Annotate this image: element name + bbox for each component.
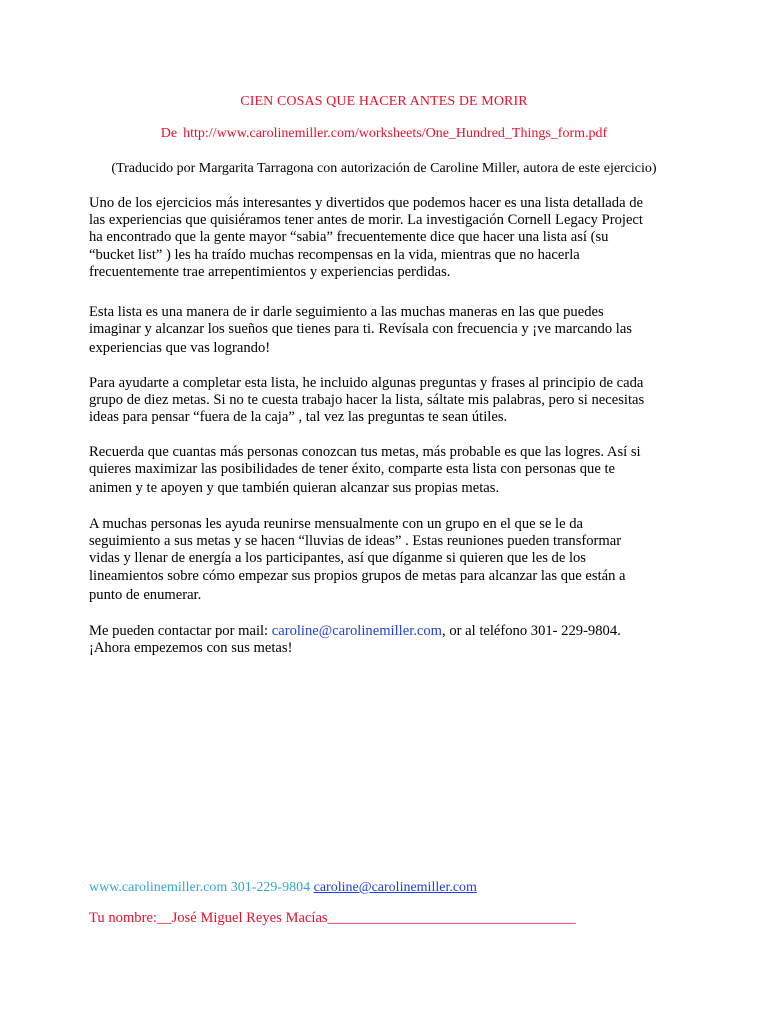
paragraph-line: imaginar y alcanzar los sueños que tienes para ti. Revísala con frecuencia y ¡ve marcando las [89,321,632,338]
paragraph-contact [89,623,669,657]
source-url[interactable]: http://www.carolinemiller.com/worksheets/One_Hundred_Things_form.pdf [183,126,608,141]
paragraph-help [89,375,669,427]
paragraph-line: animen y te apoyen y que también quieran alcanzar sus propias metas. [89,480,500,497]
paragraph-line: seguimiento a sus metas y se hacen “lluvias de ideas” . Estas reuniones pueden transformar [89,533,622,550]
paragraph-line: vidas y llenar de energía a los participantes, así que díganme si quieren que les de los [89,550,586,567]
footer-website-phone[interactable]: www.carolinemiller.com 301-229-9804 [89,880,311,895]
paragraph-line: Esta lista es una manera de ir darle seguimiento a las muchas maneras en las que puedes [89,304,604,320]
paragraph-line: Recuerda que cuantas más personas conozcan tus metas, más probable es que las logres. Así si [89,444,641,460]
paragraph-groups [89,516,669,604]
contact-suffix: , or al teléfono 301- 229-9804. [442,623,621,639]
paragraph-line: lineamientos sobre cómo empezar sus propios grupos de metas para alcanzar las que están a [89,567,626,584]
paragraph-line: A muchas personas les ayuda reunirse mensualmente con un grupo en el que se le da [89,516,584,532]
paragraph-line: las experiencias que quisiéramos tener antes de morir. La investigación Cornell Legacy Project [89,212,643,229]
source-prefix: De [160,126,178,141]
name-field: Tu nombre:__José Miguel Reyes Macías__________________________________ [89,910,576,926]
contact-email-link[interactable]: caroline@carolinemiller.com [271,623,443,639]
paragraph-intro [89,195,669,281]
paragraph-line: “bucket list” ) les ha traído muchas recompensas en la vida, mientras que no hacerla [89,246,580,263]
paragraph-share [89,444,669,498]
paragraph-line: experiencias que vas logrando! [89,340,271,357]
paragraph-line: Uno de los ejercicios más interesantes y divertidos que podemos hacer es una lista detallada de [89,195,643,211]
document-title: CIEN COSAS QUE HACER ANTES DE MORIR [240,94,528,109]
source-line [0,126,768,142]
contact-line [89,623,669,640]
footer-contact [89,880,477,896]
paragraph-line: frecuentemente trae arrepentimientos y experiencias perdidas. [89,263,451,280]
paragraph-line: ha encontrado que la gente mayor “sabia” frecuentemente dice que hacer una lista así (su [89,229,609,246]
paragraph-line: punto de enumerar. [89,586,202,603]
contact-closing: ¡Ahora empezemos con sus metas! [89,640,293,657]
footer-email-link[interactable]: caroline@carolinemiller.com [313,880,477,895]
translator-note: (Traducido por Margarita Tarragona con autorización de Caroline Miller, autora de este ejercicio) [111,161,657,176]
paragraph-line: ideas para pensar “fuera de la caja” , tal vez las preguntas te sean útiles. [89,409,508,426]
paragraph-line: quieres maximizar las posibilidades de tener éxito, comparte esta lista con personas que te [89,461,616,478]
contact-prefix: Me pueden contactar por mail: [89,623,272,639]
paragraph-line: Para ayudarte a completar esta lista, he incluido algunas preguntas y frases al principio de cada [89,375,644,391]
paragraph-purpose [89,304,669,358]
paragraph-line: grupo de diez metas. Si no te cuesta trabajo hacer la lista, sáltate mis palabras, pero si necesitas [89,392,645,409]
